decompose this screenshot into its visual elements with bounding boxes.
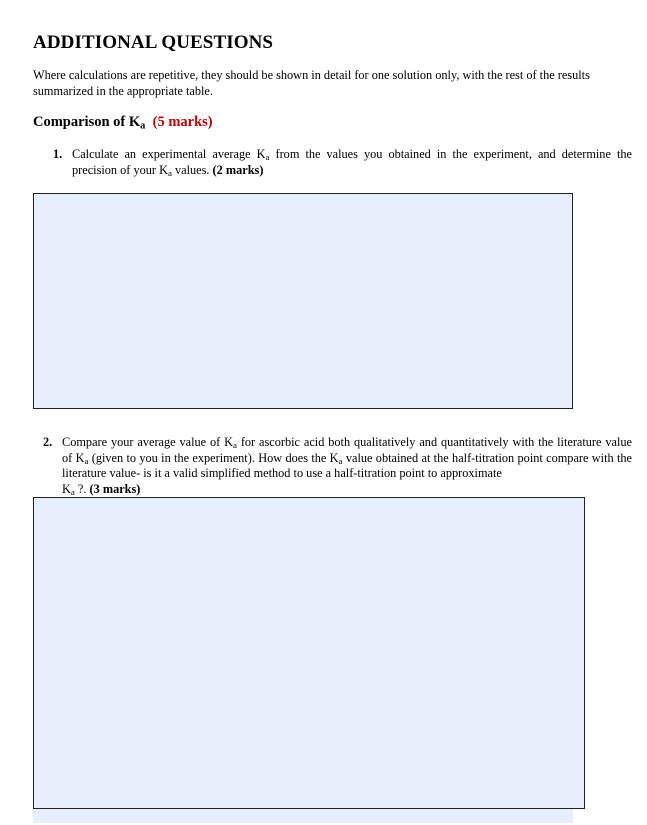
section-heading-text: Comparison of K: [33, 114, 141, 130]
question-1-text: [72, 147, 632, 178]
question-2-text: [62, 435, 632, 482]
q1-sub1: a: [265, 152, 270, 163]
section-heading-subscript: a: [140, 120, 146, 132]
q2-cont-suffix: ?.: [74, 482, 90, 496]
question-1-number: 1.: [53, 147, 63, 161]
instructions-text: Where calculations are repetitive, they should be shown in detail for one solution only, with the rest of the results summarized in the appropriate table.: [33, 68, 590, 98]
question-2-number: 2.: [43, 435, 53, 449]
q2-sub1: a: [233, 440, 237, 451]
section-heading: [33, 114, 213, 131]
q2-cont-sub: a: [70, 487, 75, 498]
q2-sub3: a: [338, 455, 343, 466]
q2-part1: Compare your average value of K: [62, 435, 233, 449]
q2-part3: (given to you in the experiment). How does the K: [88, 450, 339, 465]
page-title: ADDITIONAL QUESTIONS: [33, 32, 274, 53]
q2-part4: value obtained at the half-titration point compare with the literature value- is it a valid simplified method to use a half-titration point to approximate: [62, 450, 633, 480]
answer-box-2-overflow-strip: [33, 809, 573, 823]
q1-part3: values.: [171, 162, 213, 177]
q2-sub2: a: [84, 455, 89, 466]
q2-cont-prefix: K: [62, 482, 71, 496]
q1-marks: (2 marks): [212, 162, 264, 177]
question-2-continuation: [62, 482, 140, 497]
answer-box-1[interactable]: [33, 193, 573, 409]
q2-marks: (3 marks): [89, 482, 141, 496]
q2-part2: for ascorbic acid both qualitatively and quantitatively with the literature value of K: [62, 435, 632, 465]
answer-box-2[interactable]: [33, 497, 585, 809]
q1-part1: Calculate an experimental average K: [72, 147, 266, 161]
q1-part2: from the values you obtained in the experiment, and determine the precision of your K: [72, 147, 632, 177]
section-marks: (5 marks): [152, 114, 213, 130]
q1-sub2: a: [167, 167, 172, 178]
